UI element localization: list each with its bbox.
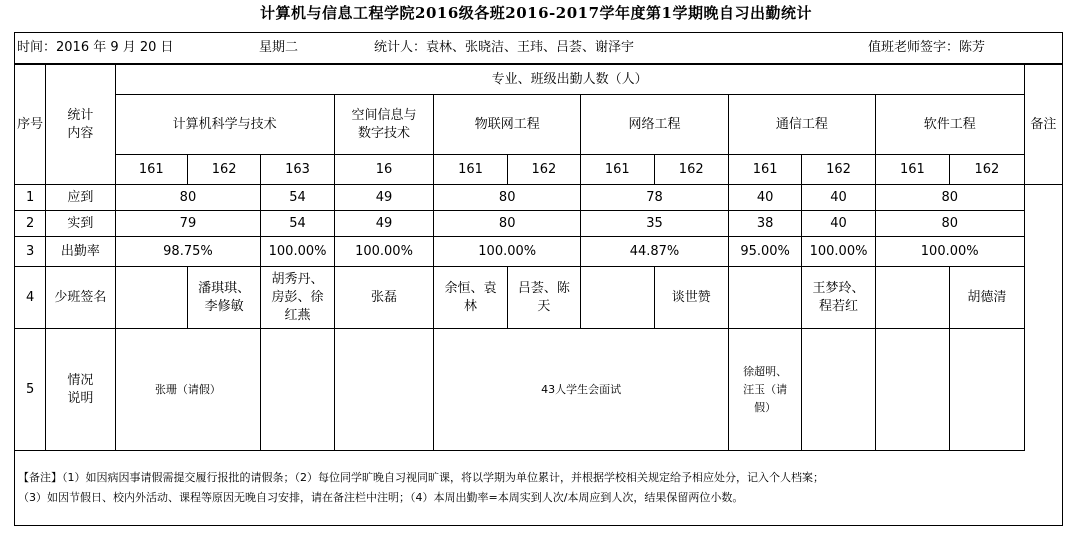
data-cell: 100.00% xyxy=(261,237,334,267)
signature-cell xyxy=(115,267,187,329)
class-cell: 162 xyxy=(802,155,875,185)
data-cell: 80 xyxy=(875,211,1024,237)
signature-cell: 潘琪琪、 李修敏 xyxy=(187,267,260,329)
signature-cell: 胡秀丹、 房彭、徐 红燕 xyxy=(261,267,334,329)
row-number: 2 xyxy=(15,211,46,237)
signature-cell xyxy=(728,267,801,329)
data-cell: 49 xyxy=(334,211,434,237)
situation-cell xyxy=(334,329,434,451)
data-cell: 78 xyxy=(581,185,729,211)
data-cell: 40 xyxy=(802,185,875,211)
data-cell: 38 xyxy=(728,211,801,237)
signature-cell xyxy=(875,267,949,329)
situation-cell: 43人学生会面试 xyxy=(434,329,729,451)
table-row xyxy=(15,329,1063,451)
row-label: 少班签名 xyxy=(46,267,115,329)
situation-cell: 徐超明、 汪玉（请 假） xyxy=(728,329,801,451)
row-label: 出勤率 xyxy=(46,237,115,267)
data-cell: 40 xyxy=(802,211,875,237)
class-cell: 162 xyxy=(187,155,260,185)
signature-cell: 谈世赞 xyxy=(654,267,728,329)
class-cell: 161 xyxy=(581,155,654,185)
header-row xyxy=(14,32,1063,64)
situation-cell: 张珊（请假） xyxy=(115,329,261,451)
row-number: 5 xyxy=(15,329,46,451)
remark-cell xyxy=(1024,185,1062,451)
data-cell: 54 xyxy=(261,211,334,237)
major-comm: 通信工程 xyxy=(728,95,875,155)
teacher-sign-text: 值班老师签字：陈芳 xyxy=(868,40,986,55)
class-cell: 162 xyxy=(507,155,580,185)
date-text: 时间：2016 年 9 月 20 日 xyxy=(17,40,174,55)
data-cell: 95.00% xyxy=(728,237,801,267)
table-row xyxy=(15,237,1063,267)
class-cell: 16 xyxy=(334,155,434,185)
class-cell: 163 xyxy=(261,155,334,185)
row-label: 情况 说明 xyxy=(46,329,115,451)
signature-cell xyxy=(581,267,654,329)
data-cell: 100.00% xyxy=(334,237,434,267)
row-number: 4 xyxy=(15,267,46,329)
data-cell: 100.00% xyxy=(434,237,581,267)
row-number: 1 xyxy=(15,185,46,211)
signature-cell: 张磊 xyxy=(334,267,434,329)
row-label: 应到 xyxy=(46,185,115,211)
major-software: 软件工程 xyxy=(875,95,1024,155)
major-cs: 计算机科学与技术 xyxy=(115,95,334,155)
seq-header: 序号 xyxy=(15,65,46,185)
data-cell: 79 xyxy=(115,211,261,237)
group-title: 专业、班级出勤人数（人） xyxy=(115,65,1024,95)
note-line: （3）如因节假日、校内外活动、课程等原因无晚自习安排，请在备注栏中注明；（4）本周出勤率=本周实到人次/本周应到人次，结果保留两位小数。 xyxy=(18,491,744,504)
signature-cell: 王梦玲、 程若红 xyxy=(802,267,875,329)
data-cell: 98.75% xyxy=(115,237,261,267)
major-spatial: 空间信息与 数字技术 xyxy=(334,95,434,155)
situation-cell xyxy=(875,329,949,451)
situation-cell xyxy=(261,329,334,451)
weekday-text: 星期二 xyxy=(259,40,299,55)
table-row xyxy=(15,267,1063,329)
table-row xyxy=(15,211,1063,237)
content-header: 统计 内容 xyxy=(46,65,115,185)
page-title: 计算机与信息工程学院2016级各班2016-2017学年度第1学期晚自习出勤统计 xyxy=(260,4,812,22)
class-cell: 162 xyxy=(950,155,1025,185)
data-cell: 80 xyxy=(434,211,581,237)
attendance-table xyxy=(14,64,1063,451)
situation-cell xyxy=(802,329,875,451)
data-cell: 44.87% xyxy=(581,237,729,267)
data-cell: 40 xyxy=(728,185,801,211)
class-cell: 161 xyxy=(728,155,801,185)
data-cell: 80 xyxy=(115,185,261,211)
class-cell: 162 xyxy=(654,155,728,185)
remark-header: 备注 xyxy=(1024,65,1062,185)
major-network: 网络工程 xyxy=(581,95,729,155)
data-cell: 49 xyxy=(334,185,434,211)
table-row xyxy=(15,185,1063,211)
row-number: 3 xyxy=(15,237,46,267)
class-cell: 161 xyxy=(434,155,507,185)
note-line: 【备注】（1）如因病因事请假需提交履行报批的请假条；（2）每位同学旷晚自习视同旷课，将以学期为单位累计，并根据学校相关规定给予相应处分，记入个人档案； xyxy=(18,471,824,484)
class-cell: 161 xyxy=(875,155,949,185)
data-cell: 54 xyxy=(261,185,334,211)
data-cell: 100.00% xyxy=(802,237,875,267)
row-label: 实到 xyxy=(46,211,115,237)
signature-cell: 吕荟、陈 天 xyxy=(507,267,580,329)
situation-cell xyxy=(950,329,1025,451)
data-cell: 100.00% xyxy=(875,237,1024,267)
class-cell: 161 xyxy=(115,155,187,185)
major-iot: 物联网工程 xyxy=(434,95,581,155)
data-cell: 80 xyxy=(875,185,1024,211)
signature-cell: 余恒、袁 林 xyxy=(434,267,507,329)
signature-cell: 胡德清 xyxy=(950,267,1025,329)
data-cell: 35 xyxy=(581,211,729,237)
data-cell: 80 xyxy=(434,185,581,211)
notes-section xyxy=(18,468,1060,508)
counters-text: 统计人：袁林、张晓洁、王玮、吕荟、谢泽宇 xyxy=(374,40,635,55)
